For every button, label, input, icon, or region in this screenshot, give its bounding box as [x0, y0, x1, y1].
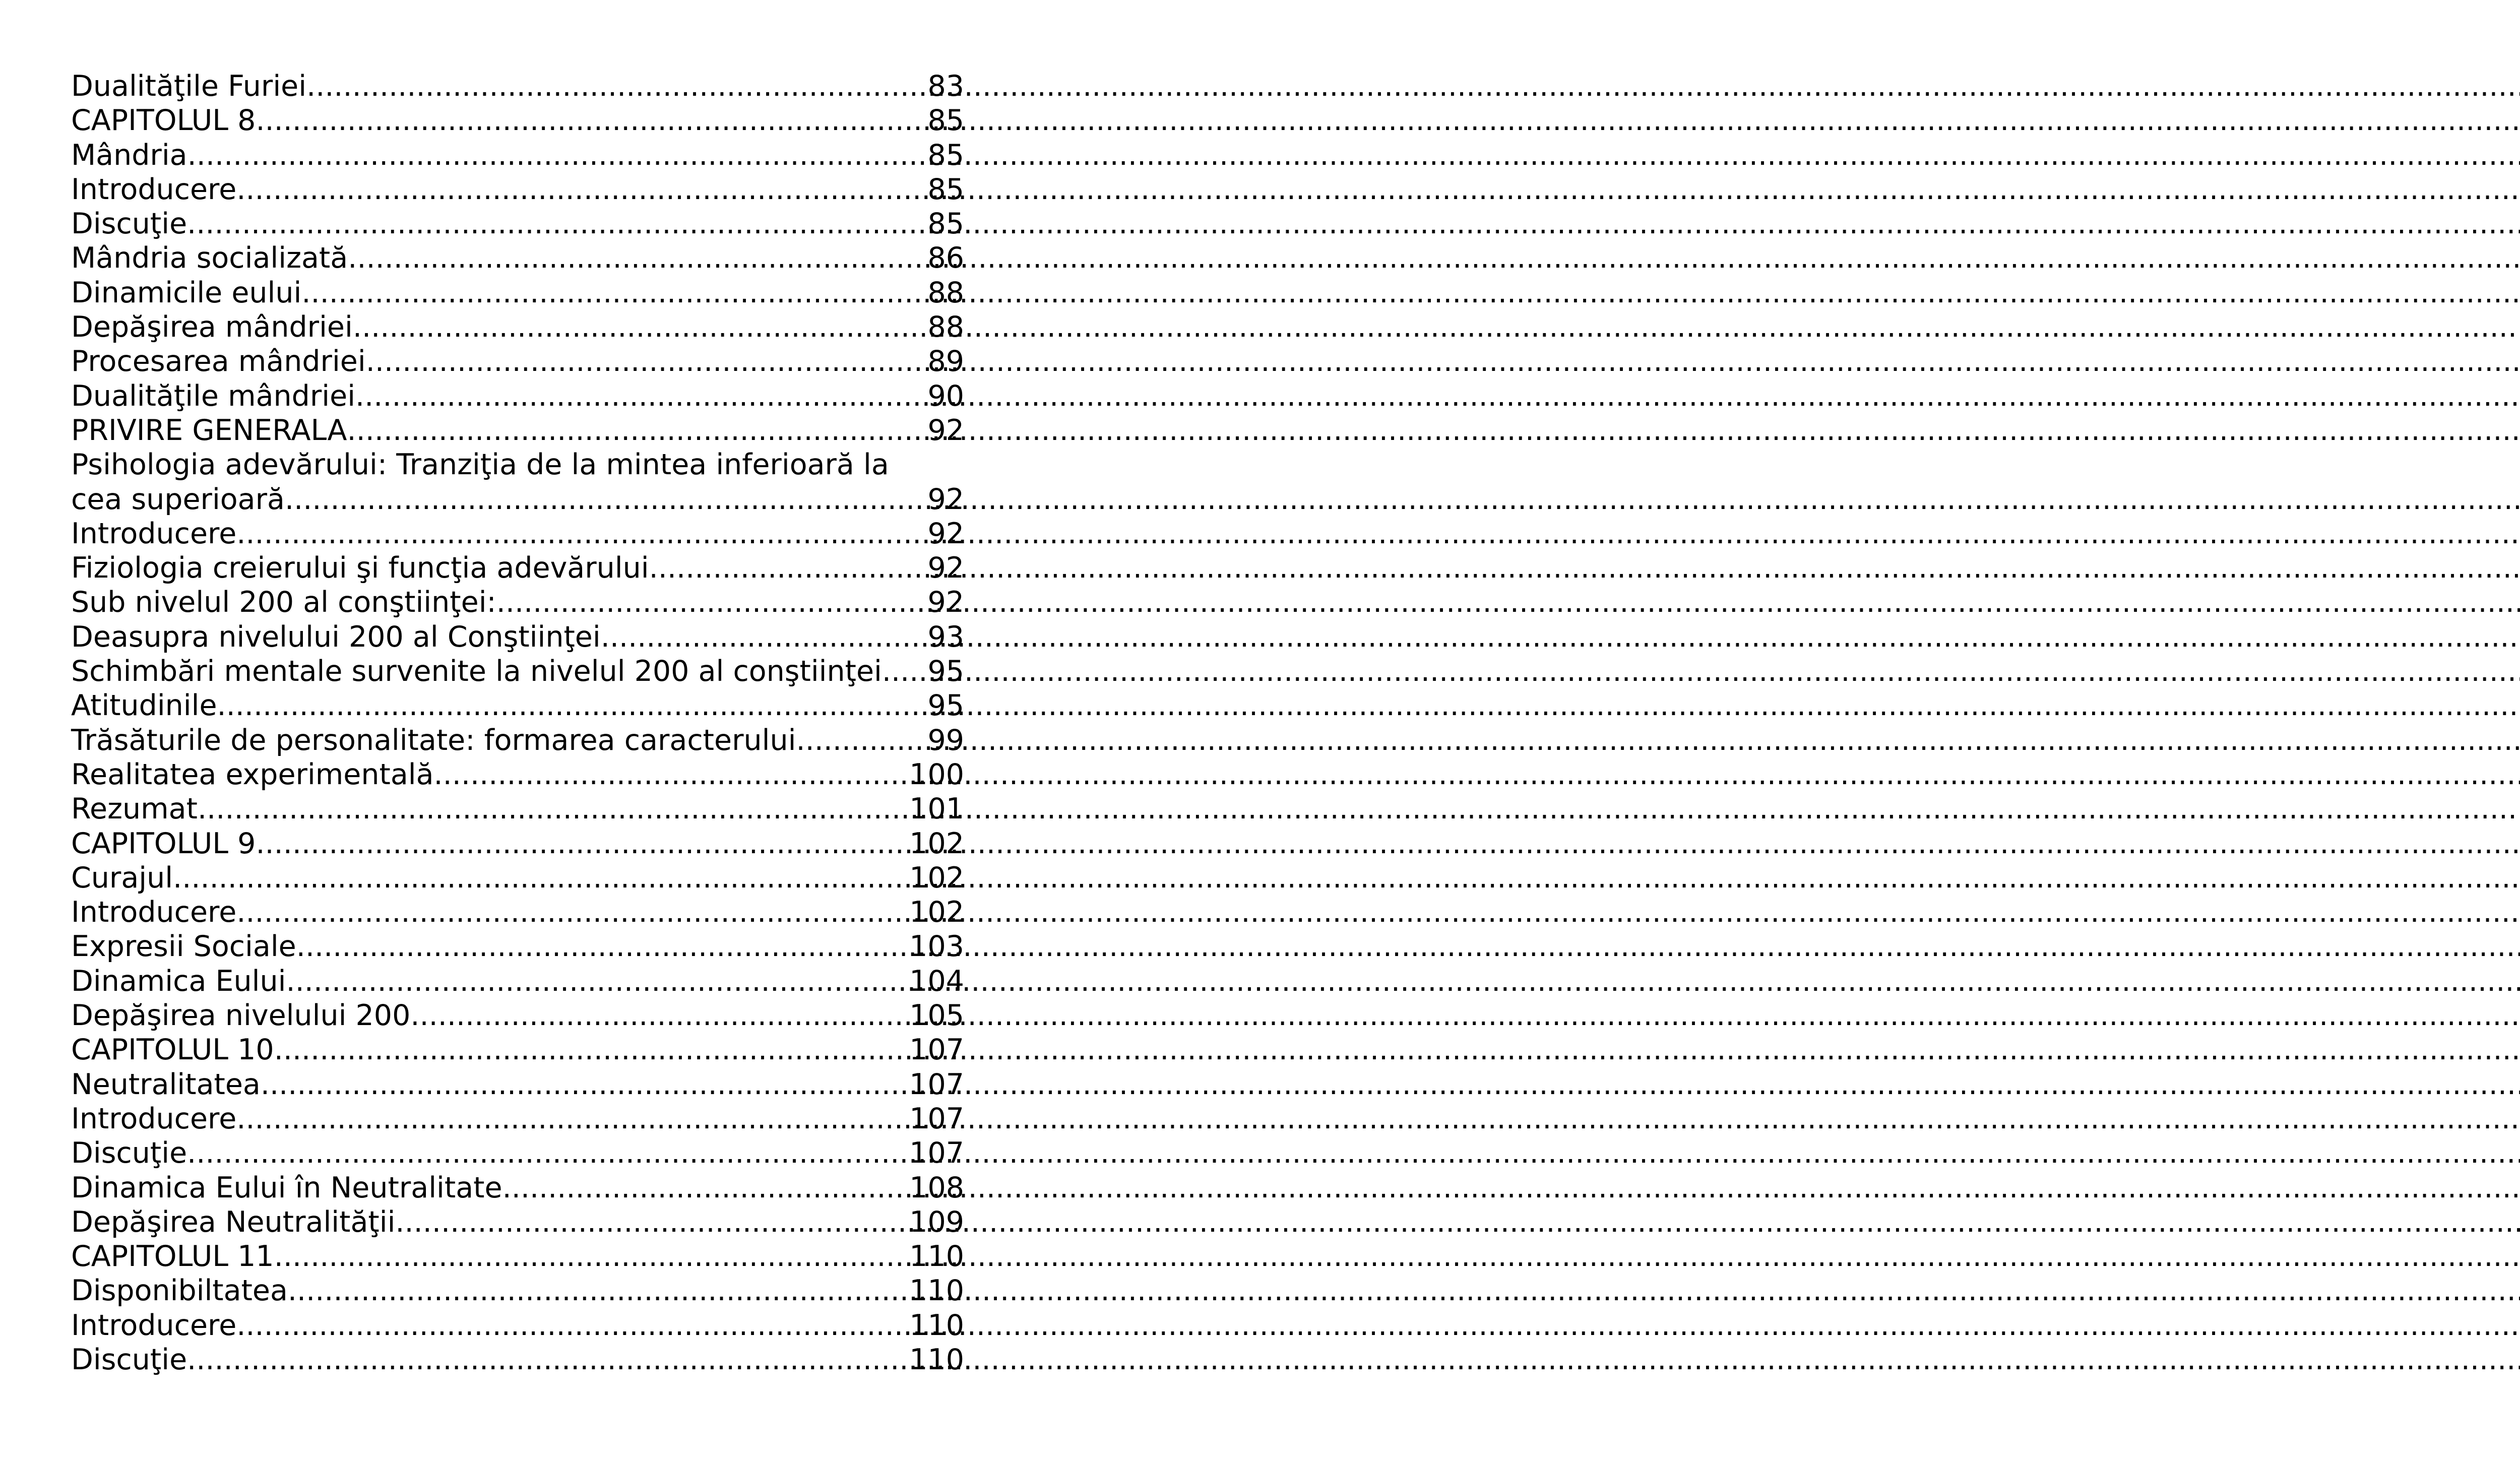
dot-leader: [198, 792, 909, 826]
toc-entry[interactable]: [71, 310, 964, 344]
toc-entry[interactable]: [71, 757, 964, 792]
dot-leader: [891, 654, 927, 688]
toc-entry-page: 107: [909, 1136, 964, 1170]
toc-entry-page: 85: [927, 207, 964, 241]
dot-leader: [274, 1239, 910, 1274]
toc-entry-page: 95: [927, 655, 964, 688]
dot-leader: [187, 207, 927, 241]
dot-leader: [434, 757, 910, 792]
dot-leader: [348, 241, 927, 275]
toc-entry-title: Neutralitatea: [71, 1067, 261, 1101]
toc-entry-page: 85: [927, 104, 964, 138]
dot-leader: [261, 1067, 909, 1102]
dot-leader: [502, 1171, 910, 1205]
dot-leader: [296, 929, 909, 964]
dot-leader: [353, 310, 928, 344]
toc-entry[interactable]: [71, 344, 964, 378]
toc-entry-title: CAPITOLUL 9: [71, 827, 256, 860]
toc-entry-title: Fiziologia creierului şi funcţia adevărului: [71, 551, 649, 585]
toc-entry[interactable]: [71, 1239, 964, 1274]
toc-entry-page: 110: [909, 1240, 964, 1274]
toc-entry-page: 88: [927, 276, 964, 309]
toc-entry-page: 104: [909, 964, 964, 998]
toc-entry[interactable]: [71, 413, 964, 448]
dot-leader: [347, 413, 928, 448]
toc-entry-title: Mândria socializată: [71, 241, 348, 275]
toc-entry[interactable]: [71, 1136, 964, 1170]
toc-entry-title: Depăşirea nivelului 200: [71, 999, 411, 1033]
toc-entry-title: Introducere: [71, 172, 237, 206]
toc-entry-title: Dualităţile Furiei: [71, 70, 307, 103]
toc-entry-page: 110: [909, 1274, 964, 1308]
toc-entry[interactable]: [71, 207, 964, 241]
toc-entry[interactable]: [71, 1205, 964, 1239]
dot-leader: [496, 585, 928, 619]
toc-entry-page: 92: [927, 551, 964, 585]
dot-leader: [366, 344, 928, 378]
toc-entry[interactable]: [71, 138, 964, 172]
toc-entry[interactable]: [71, 448, 964, 517]
toc-entry[interactable]: [71, 620, 964, 654]
toc-entry[interactable]: [71, 827, 964, 861]
toc-entry[interactable]: [71, 1274, 964, 1308]
toc-entry-title: Expresii Sociale: [71, 930, 296, 964]
dot-leader: [256, 827, 909, 861]
dot-leader: [217, 688, 928, 723]
toc-entry-title-line1: Psihologia adevărului: Tranziţia de la mintea inferioară la: [71, 448, 889, 482]
toc-entry-title: CAPITOLUL 8: [71, 104, 256, 138]
dot-leader: [236, 1102, 909, 1136]
toc-entry-title: Introducere: [71, 896, 237, 929]
toc-entry[interactable]: [71, 551, 964, 585]
dot-leader: [285, 482, 928, 517]
toc-entry-page: 110: [909, 1343, 964, 1376]
toc-entry-title: PRIVIRE GENERALA: [71, 413, 347, 447]
toc-entry-title: Introducere: [71, 1102, 237, 1135]
toc-entry-page: 92: [927, 586, 964, 619]
toc-entry-page: 92: [927, 413, 964, 447]
table-of-contents: [71, 69, 964, 1377]
toc-entry-page: 107: [909, 1067, 964, 1101]
toc-entry-title: Dualităţile mândriei: [71, 379, 356, 413]
dot-leader: [410, 998, 909, 1033]
toc-entry-title: CAPITOLUL 10: [71, 1033, 274, 1067]
toc-entry[interactable]: [71, 172, 964, 207]
dot-leader: [601, 620, 928, 654]
dot-leader: [187, 1136, 909, 1170]
toc-entry[interactable]: [71, 723, 964, 757]
toc-entry[interactable]: [71, 517, 964, 551]
toc-entry-title: Dinamicile eului: [71, 276, 302, 309]
toc-entry[interactable]: [71, 585, 964, 619]
toc-entry[interactable]: [71, 1102, 964, 1136]
toc-entry[interactable]: [71, 379, 964, 413]
toc-entry[interactable]: [71, 1033, 964, 1067]
toc-entry-title: Atitudinile: [71, 689, 217, 723]
toc-entry[interactable]: [71, 1308, 964, 1343]
toc-entry-page: 110: [909, 1308, 964, 1342]
dot-leader: [187, 138, 928, 172]
toc-entry-page: 86: [927, 241, 964, 275]
toc-entry[interactable]: [71, 929, 964, 964]
toc-entry-title: Disponibiltatea: [71, 1274, 288, 1308]
toc-entry-page: 93: [927, 620, 964, 654]
dot-leader: [288, 1274, 909, 1308]
toc-entry-title: CAPITOLUL 11: [71, 1240, 274, 1274]
toc-entry-title: Trăsăturile de personalitate: formarea caracterului: [71, 723, 796, 757]
toc-entry-page: 103: [909, 930, 964, 964]
toc-entry-title: Sub nivelul 200 al conştiinţei:: [71, 586, 496, 619]
toc-entry-page: 105: [909, 999, 964, 1033]
toc-entry[interactable]: [71, 861, 964, 895]
dot-leader: [301, 276, 927, 310]
toc-entry-page: 85: [927, 172, 964, 206]
toc-entry[interactable]: [71, 276, 964, 310]
toc-entry-page: 89: [927, 345, 964, 378]
dot-leader: [649, 551, 928, 585]
toc-entry-title: Dinamica Eului în Neutralitate: [71, 1171, 502, 1204]
toc-entry-title: Depăşirea Neutralităţii: [71, 1205, 396, 1239]
toc-entry-page: 100: [909, 757, 964, 791]
toc-entry-title: Dinamica Eului: [71, 964, 286, 998]
dot-leader: [173, 861, 909, 895]
dot-leader: [236, 895, 909, 929]
dot-leader: [236, 1308, 909, 1343]
toc-entry-page: 90: [927, 379, 964, 413]
dot-leader: [256, 103, 927, 138]
toc-entry-title: Introducere: [71, 1308, 237, 1342]
dot-leader: [306, 69, 927, 103]
toc-entry-title-line2: cea superioară: [71, 482, 285, 516]
toc-entry[interactable]: [71, 1067, 964, 1102]
toc-entry-page: 83: [927, 70, 964, 103]
toc-entry-page: 99: [927, 723, 964, 757]
toc-entry[interactable]: [71, 69, 964, 103]
toc-entry[interactable]: [71, 654, 964, 688]
dot-leader: [796, 723, 927, 757]
toc-entry-page: 102: [909, 861, 964, 895]
toc-entry[interactable]: [71, 895, 964, 929]
toc-entry-page: 108: [909, 1171, 964, 1204]
toc-entry-page: 107: [909, 1033, 964, 1067]
dot-leader: [187, 1343, 909, 1377]
toc-entry-page: 92: [927, 482, 964, 516]
toc-entry-page: 101: [909, 792, 964, 826]
dot-leader: [274, 1033, 910, 1067]
toc-entry[interactable]: [71, 792, 964, 826]
dot-leader: [236, 517, 927, 551]
toc-entry-title: Procesarea mândriei: [71, 345, 366, 378]
toc-entry[interactable]: [71, 103, 964, 138]
toc-entry-title: Mândria: [71, 138, 187, 172]
dot-leader: [286, 964, 909, 998]
toc-entry-page: 85: [927, 138, 964, 172]
toc-entry[interactable]: [71, 688, 964, 723]
toc-entry-page: 107: [909, 1102, 964, 1135]
dot-leader: [355, 379, 927, 413]
dot-leader: [395, 1205, 909, 1239]
toc-entry-title: Discuţie: [71, 1136, 187, 1170]
toc-entry[interactable]: [71, 964, 964, 998]
toc-entry-page: 102: [909, 827, 964, 860]
toc-entry-title: Curajul: [71, 861, 173, 895]
toc-entry-page: 102: [909, 896, 964, 929]
toc-entry-title: Schimbări mentale survenite la nivelul 200 al conştiinţei.: [71, 655, 892, 688]
toc-entry-title: Introducere: [71, 517, 237, 550]
toc-entry-title: Deasupra nivelului 200 al Conştiinţei: [71, 620, 601, 654]
toc-entry-page: 92: [927, 517, 964, 550]
toc-entry[interactable]: [71, 1343, 964, 1377]
toc-entry-page: 88: [927, 310, 964, 344]
toc-entry[interactable]: [71, 998, 964, 1033]
toc-entry-title: Discuţie: [71, 1343, 187, 1376]
toc-entry-title: Rezumat: [71, 792, 198, 826]
toc-entry-page: 109: [909, 1205, 964, 1239]
toc-entry-title: Depăşirea mândriei: [71, 310, 353, 344]
toc-entry-title: Discuţie: [71, 207, 187, 241]
dot-leader: [236, 172, 927, 207]
toc-entry-title: Realitatea experimentală: [71, 757, 434, 791]
toc-entry[interactable]: [71, 241, 964, 275]
toc-entry[interactable]: [71, 1171, 964, 1205]
toc-entry-page: 95: [927, 689, 964, 723]
